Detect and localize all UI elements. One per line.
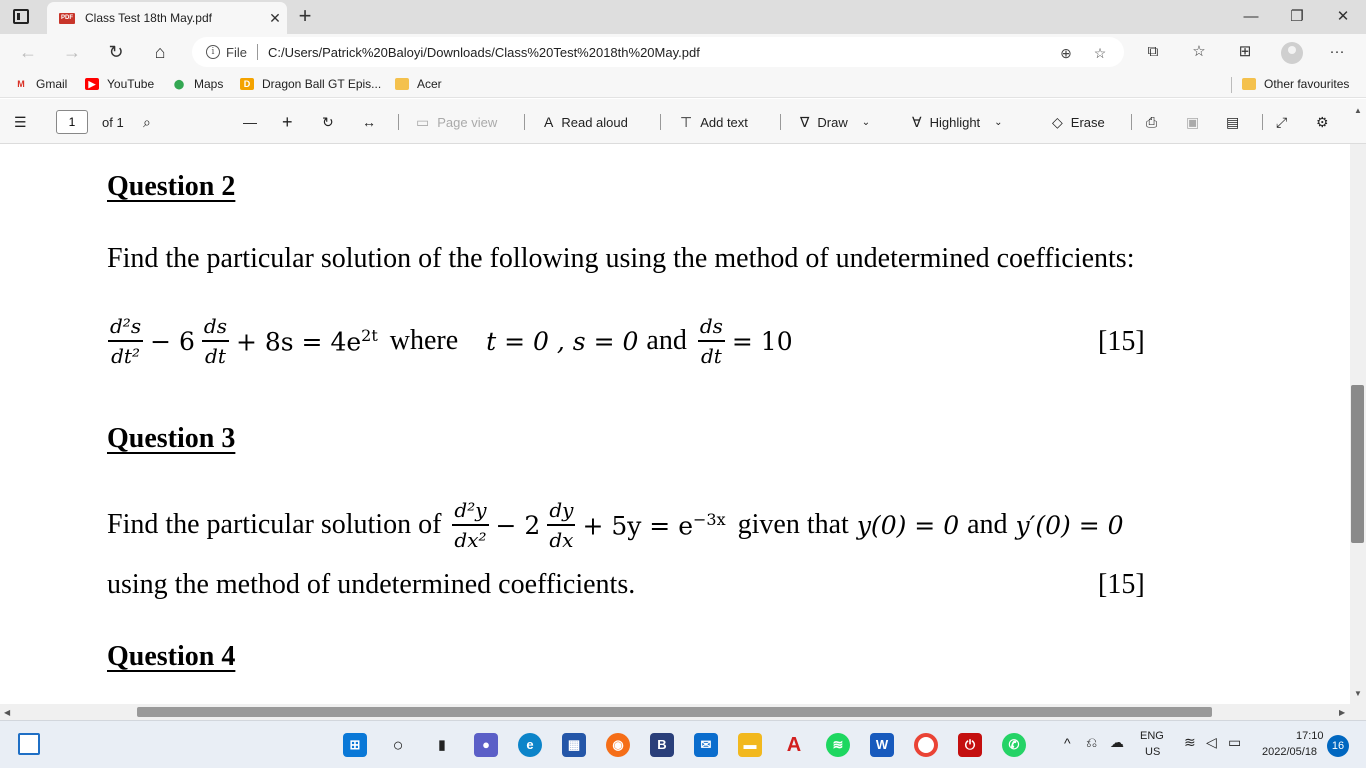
denominator: dx xyxy=(549,528,574,552)
page-view-button[interactable] xyxy=(416,111,497,133)
tab-strip xyxy=(0,0,1366,34)
draw-icon: ∇ xyxy=(800,113,810,130)
add-text-button[interactable] xyxy=(680,111,748,133)
restore-icon[interactable]: ❐ xyxy=(1290,8,1304,25)
page-count: of 1 xyxy=(102,114,124,130)
chevron-down-icon[interactable]: ⌄ xyxy=(994,116,1003,128)
collections-icon[interactable]: ⊞ xyxy=(1238,43,1252,60)
add-favourite-icon[interactable]: ☆ xyxy=(1093,45,1107,61)
save-icon[interactable]: ▣ xyxy=(1186,113,1200,130)
task-view-icon[interactable]: ▮ xyxy=(438,737,446,752)
question-3-equation xyxy=(107,498,1124,552)
tab-actions-icon[interactable] xyxy=(13,9,29,24)
word-where: where xyxy=(389,325,459,356)
close-window-icon[interactable]: ✕ xyxy=(1336,8,1350,25)
save-as-icon[interactable]: ▤ xyxy=(1226,113,1240,130)
bookmark-label: Acer xyxy=(417,77,442,91)
search-icon[interactable]: ⌕ xyxy=(143,113,151,130)
b-app-icon[interactable]: B xyxy=(650,733,674,757)
refresh-icon[interactable]: ↻ xyxy=(108,42,124,62)
clock-time[interactable]: 17:10 xyxy=(1296,730,1324,742)
chrome-icon[interactable] xyxy=(914,733,938,757)
contents-icon[interactable]: ☰ xyxy=(14,113,27,130)
taskbar xyxy=(0,720,1366,768)
read-aloud-icon: A xyxy=(544,114,554,130)
file-label: File xyxy=(226,44,247,60)
folder-icon xyxy=(395,78,409,90)
denominator: dt² xyxy=(111,344,140,368)
bookmark-youtube[interactable] xyxy=(85,75,154,93)
fullscreen-icon[interactable]: ⤢ xyxy=(1276,113,1288,130)
search-icon[interactable]: ○ xyxy=(392,735,404,755)
question-2-text: Find the particular solution of the following using the method of undetermined coefficients: xyxy=(107,243,1135,274)
read-aloud-button[interactable] xyxy=(544,111,628,133)
denominator: dx² xyxy=(454,528,487,552)
divider xyxy=(524,114,525,130)
scroll-down-arrow-icon[interactable]: ▼ xyxy=(1354,689,1362,698)
new-tab-button[interactable]: + xyxy=(298,3,312,28)
home-icon[interactable]: ⌂ xyxy=(154,42,166,62)
bookmark-maps[interactable] xyxy=(172,75,223,93)
url-field[interactable] xyxy=(192,37,1124,67)
horizontal-scroll-thumb[interactable] xyxy=(137,707,1212,717)
bookmark-label: Dragon Ball GT Epis... xyxy=(262,77,382,91)
bookmark-label: Other favourites xyxy=(1264,77,1350,91)
scroll-right-arrow-icon[interactable]: ▶ xyxy=(1339,708,1346,717)
initial-condition: t = 0 , s = 0 xyxy=(486,326,639,356)
math-text: + 8s = 4e xyxy=(235,327,362,357)
erase-button[interactable] xyxy=(1052,111,1105,133)
question-4-heading: Question 4 xyxy=(107,641,236,672)
teams-chat-icon[interactable]: ● xyxy=(474,733,498,757)
mail-icon[interactable]: ✉ xyxy=(694,733,718,757)
tablet-mode-icon[interactable] xyxy=(18,733,40,755)
volume-icon[interactable]: ◁ xyxy=(1206,734,1217,750)
wifi-icon[interactable]: ≋ xyxy=(1184,734,1196,750)
word-and: and xyxy=(967,509,1008,540)
minimize-icon[interactable]: — xyxy=(1243,8,1259,25)
question-3-marks: [15] xyxy=(1098,569,1145,600)
page-view-icon: ▭ xyxy=(416,113,430,130)
battery-icon[interactable]: ▭ xyxy=(1228,734,1242,750)
bookmark-label: Gmail xyxy=(36,77,68,91)
highlight-icon: ∀ xyxy=(912,113,922,130)
forward-icon[interactable]: → xyxy=(63,42,81,62)
bookmark-label: YouTube xyxy=(107,77,155,91)
question-3-text: using the method of undetermined coefficients. xyxy=(107,569,636,600)
exponent: 2t xyxy=(361,325,378,345)
math-term xyxy=(236,326,378,356)
notification-badge[interactable]: 16 xyxy=(1327,735,1349,757)
add-text-icon: ⊤ xyxy=(680,113,693,130)
scroll-up-arrow-icon[interactable]: ▲ xyxy=(1354,106,1362,115)
windows-start-icon[interactable]: ⊞ xyxy=(343,733,367,757)
question-2-equation xyxy=(105,314,797,368)
question-3-heading: Question 3 xyxy=(107,423,236,454)
power-app-icon[interactable]: ⏻ xyxy=(958,733,982,757)
network-status-icon[interactable]: ☁ xyxy=(1110,734,1124,750)
acrobat-icon[interactable]: A xyxy=(786,734,802,756)
bookmark-dragon-ball[interactable] xyxy=(240,75,381,93)
question-2-marks: [15] xyxy=(1098,326,1145,357)
fit-page-icon[interactable]: ↔ xyxy=(362,114,376,130)
fraction xyxy=(202,314,229,368)
back-icon[interactable]: ← xyxy=(19,42,37,62)
divider xyxy=(257,44,258,60)
numerator: ds xyxy=(202,314,229,342)
words-given-that: given that xyxy=(737,509,849,540)
scroll-left-arrow-icon[interactable]: ◀ xyxy=(4,708,11,717)
math-term: − 2 xyxy=(495,510,541,540)
language-top[interactable]: ENG xyxy=(1140,730,1164,742)
numerator: d²s xyxy=(108,314,143,342)
draw-button[interactable] xyxy=(800,111,870,133)
close-tab-icon[interactable]: ✕ xyxy=(269,9,281,26)
word-and: and xyxy=(646,325,687,356)
store-icon[interactable]: ▦ xyxy=(562,733,586,757)
vertical-scroll-thumb[interactable] xyxy=(1351,385,1364,543)
url-text: C:/Users/Patrick%20Baloyi/Downloads/Class%20Test%2018th%20May.pdf xyxy=(267,44,700,60)
math-text: + 5y = e xyxy=(582,511,693,541)
draw-label: Draw xyxy=(817,114,848,130)
zoom-out-icon[interactable]: — xyxy=(243,114,257,130)
fraction xyxy=(108,314,143,368)
highlight-button[interactable] xyxy=(912,111,1003,133)
divider xyxy=(1262,114,1263,130)
other-favourites[interactable] xyxy=(1242,75,1349,93)
denominator: dt xyxy=(205,344,226,368)
file-explorer-icon[interactable]: ▬ xyxy=(738,733,762,757)
math-term: − 6 xyxy=(150,326,195,356)
math-term: = 10 xyxy=(731,326,793,356)
clock-date[interactable]: 2022/05/18 xyxy=(1262,746,1318,758)
firefox-icon[interactable]: ◉ xyxy=(606,733,630,757)
numerator: ds xyxy=(698,314,725,342)
divider xyxy=(1231,77,1232,93)
rotate-icon[interactable]: ↻ xyxy=(322,113,334,130)
math-term xyxy=(582,510,725,540)
question-3-lead: Find the particular solution of xyxy=(107,509,442,540)
whatsapp-icon[interactable]: ✆ xyxy=(1002,733,1026,757)
zoom-in-icon[interactable]: + xyxy=(282,111,293,132)
spotify-icon[interactable]: ≋ xyxy=(826,733,850,757)
site-favicon: D xyxy=(240,78,254,90)
highlight-label: Highlight xyxy=(929,114,981,130)
address-bar xyxy=(0,34,1366,70)
more-menu-icon[interactable]: ··· xyxy=(1329,43,1345,60)
word-icon[interactable]: W xyxy=(870,733,894,757)
favourites-bar xyxy=(0,70,1366,98)
chevron-up-icon[interactable]: ^ xyxy=(1064,735,1071,751)
pdf-page xyxy=(0,144,1350,704)
read-aloud-label: Read aloud xyxy=(561,114,628,130)
initial-condition: y′(0) = 0 xyxy=(1015,510,1124,540)
page-view-label: Page view xyxy=(437,114,498,130)
zoom-icon[interactable]: ⊕ xyxy=(1060,45,1072,61)
erase-label: Erase xyxy=(1070,114,1105,130)
language-bottom[interactable]: US xyxy=(1145,746,1161,758)
tab-pdf[interactable] xyxy=(47,2,287,34)
tab-title: Class Test 18th May.pdf xyxy=(85,11,212,25)
numerator: dy xyxy=(547,498,575,526)
denominator: dt xyxy=(700,344,722,368)
initial-condition: y(0) = 0 xyxy=(856,510,960,540)
edge-icon[interactable]: e xyxy=(518,733,542,757)
favourites-icon[interactable]: ☆ xyxy=(1192,43,1206,60)
divider xyxy=(398,114,399,130)
info-icon[interactable]: i xyxy=(206,45,220,59)
youtube-icon: ▶ xyxy=(85,78,99,90)
usb-icon[interactable]: ⎌ xyxy=(1086,734,1098,750)
bookmark-acer[interactable] xyxy=(395,75,442,93)
numerator: d²y xyxy=(452,498,488,526)
fraction xyxy=(547,498,575,552)
print-icon[interactable]: ⎙ xyxy=(1146,113,1158,130)
eraser-icon: ◇ xyxy=(1052,113,1063,130)
question-2-heading: Question 2 xyxy=(107,171,236,202)
divider xyxy=(660,114,661,130)
page-number-input[interactable]: 1 xyxy=(56,110,88,134)
pdf-toolbar xyxy=(0,99,1366,144)
pdf-file-icon: PDF xyxy=(59,13,75,24)
gmail-icon: M xyxy=(17,79,25,89)
fraction xyxy=(452,498,488,552)
bookmark-label: Maps xyxy=(194,77,224,91)
bookmark-gmail[interactable] xyxy=(14,75,67,93)
exponent: −3x xyxy=(693,509,726,529)
divider xyxy=(780,114,781,130)
maps-pin-icon: ⬤ xyxy=(173,79,185,89)
add-text-label: Add text xyxy=(700,114,748,130)
divider xyxy=(1131,114,1132,130)
folder-icon xyxy=(1242,78,1256,90)
profile-avatar[interactable] xyxy=(1281,42,1303,64)
settings-gear-icon[interactable]: ⚙ xyxy=(1316,113,1329,130)
chevron-down-icon[interactable]: ⌄ xyxy=(861,116,871,128)
fraction xyxy=(698,314,725,368)
extensions-icon[interactable]: ⧉ xyxy=(1147,43,1159,60)
